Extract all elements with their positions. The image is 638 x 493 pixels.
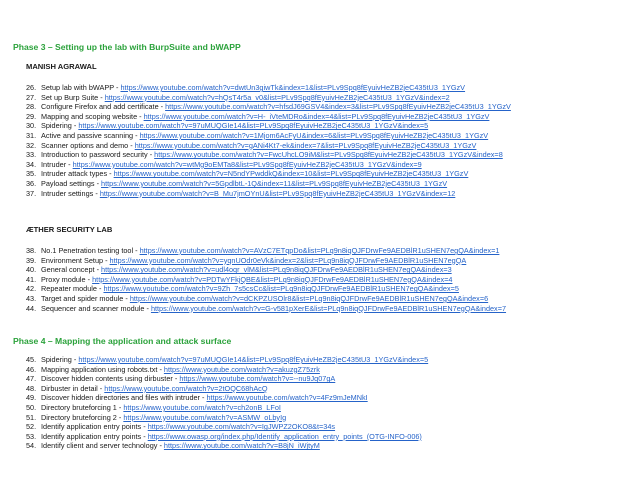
- item-number: 53.: [26, 431, 37, 441]
- item-title: Active and passive scanning -: [41, 130, 140, 140]
- item-title: Introduction to password security -: [41, 150, 155, 160]
- list-item: [26, 374, 626, 384]
- item-title: Proxy module -: [41, 274, 93, 284]
- list-item: [26, 131, 626, 141]
- item-link[interactable]: https://www.youtube.com/watch?v=gANi4Kt7-ek&index=7&list=PLv9Spq8fEyuivHeZB2jeC435tU3_1YGzV: [134, 140, 477, 150]
- item-title: Set up Burp Suite -: [41, 92, 105, 102]
- item-title: Identify application entry points -: [41, 422, 148, 432]
- author-aether-security-lab: ÆTHER SECURITY LAB: [26, 225, 113, 234]
- list-item: [26, 413, 626, 423]
- item-number: 50.: [26, 402, 37, 412]
- item-link[interactable]: https://www.youtube.com/watch?v=ASMW_oLbyIg: [123, 412, 287, 422]
- item-number: 49.: [26, 393, 37, 403]
- item-number: 35.: [26, 169, 37, 179]
- list-item: [26, 355, 626, 365]
- item-link[interactable]: https://www.youtube.com/watch?v=2tOQC68hAcQ: [104, 383, 268, 393]
- item-title: Mapping application using robots.txt -: [41, 364, 164, 374]
- list-item: [26, 256, 626, 266]
- item-title: No.1 Penetration testing tool -: [41, 246, 140, 255]
- item-title: Intruder -: [41, 159, 73, 169]
- list-item: [26, 112, 626, 122]
- item-title: Discover hidden contents using dirbuster -: [41, 374, 180, 384]
- list-item: [26, 246, 626, 256]
- item-title: Sequencer and scanner module -: [41, 303, 151, 313]
- item-number: 32.: [26, 140, 37, 150]
- item-link[interactable]: https://www.youtube.com/watch?v=AVzC7ETqpDo&list=PLq9n8iqQJFDrwFe9AEDBlR1uSHEN7egQA&index=1: [139, 246, 500, 255]
- phase-4-list: [26, 355, 626, 451]
- item-number: 43.: [26, 293, 37, 303]
- list-item: [26, 150, 626, 160]
- item-number: 45.: [26, 355, 37, 364]
- item-title: Configure Firefox and add certificate -: [41, 102, 166, 112]
- item-number: 44.: [26, 303, 37, 313]
- aether-list: [26, 246, 626, 313]
- item-number: 30.: [26, 121, 37, 131]
- item-number: 27.: [26, 92, 37, 102]
- list-item: [26, 403, 626, 413]
- item-number: 38.: [26, 246, 37, 255]
- item-number: 34.: [26, 159, 37, 169]
- list-item: [26, 93, 626, 103]
- item-title: Environment Setup -: [41, 255, 110, 265]
- item-number: 31.: [26, 130, 37, 140]
- item-title: Identify application entry points -: [41, 431, 148, 441]
- list-item: [26, 441, 626, 451]
- item-number: 52.: [26, 422, 37, 432]
- item-number: 37.: [26, 188, 37, 198]
- item-number: 36.: [26, 178, 37, 188]
- item-link[interactable]: https://www.youtube.com/watch?v=udl4oqr_vlM&list=PLq9n8iqQJFDrwFe9AEDBlR1uSHEN7egQA&index=3: [101, 265, 452, 275]
- item-title: Spidering -: [41, 355, 79, 364]
- list-item: [26, 432, 626, 442]
- item-link[interactable]: https://www.youtube.com/watch?v=hfsdJ69GSV4&index=3&list=PLv9Spq8fEyuivHeZB2jeC435tU3_1YGzV: [165, 102, 511, 112]
- list-item: [26, 265, 626, 275]
- item-link[interactable]: https://www.youtube.com/watch?v=hQsT4r5a_v0&list=PLv9Spq8fEyuivHeZB2jeC435tU3_1YGzV&index=2: [104, 92, 450, 102]
- list-item: [26, 102, 626, 112]
- item-title: Directory bruteforcing 2 -: [41, 412, 124, 422]
- list-item: [26, 284, 626, 294]
- item-link[interactable]: https://www.youtube.com/watch?v=yqnUOdr0eVk&index=2&list=PLq9n8iqQJFDrwFe9AEDBlR1uSHEN7egQA: [109, 255, 467, 265]
- item-link[interactable]: https://www.youtube.com/watch?v=FwcUhcLO9iM&list=PLv9Spq8fEyuivHeZB2jeC435tU3_1YGzV&index=8: [154, 150, 503, 160]
- list-item: [26, 179, 626, 189]
- list-item: [26, 189, 626, 199]
- item-link[interactable]: https://www.youtube.com/watch?v=--nu9Jq07gA: [179, 374, 336, 384]
- author-manish-agrawal: MANISH AGRAWAL: [26, 62, 97, 71]
- item-link[interactable]: https://www.youtube.com/watch?v=B8jN_iWjtyM: [163, 441, 320, 451]
- item-number: 48.: [26, 383, 37, 393]
- item-number: 47.: [26, 374, 37, 384]
- phase-3-list: [26, 83, 626, 198]
- item-title: Repeater module -: [41, 284, 104, 294]
- list-item: [26, 83, 626, 93]
- item-title: Intruder attack types -: [41, 169, 114, 179]
- item-link[interactable]: https://www.youtube.com/watch?v=ch2onB_LFoI: [123, 402, 281, 412]
- item-link[interactable]: https://www.youtube.com/watch?v=N5ndYPwddkQ&index=10&list=PLv9Spq8fEyuivHeZB2jeC435tU3_1YGzV: [113, 169, 469, 179]
- item-title: Identify client and server technology -: [41, 441, 164, 451]
- list-item: [26, 141, 626, 151]
- item-link[interactable]: https://www.youtube.com/watch?v=G-v581pXerE&list=PLq9n8iqQJFDrwFe9AEDBlR1uSHEN7egQA&index=7: [150, 303, 507, 313]
- item-title: Payload settings -: [41, 178, 102, 188]
- phase-3-heading: Phase 3 – Setting up the lab with BurpSuite and bWAPP: [13, 42, 241, 52]
- list-item: [26, 160, 626, 170]
- list-item: [26, 384, 626, 394]
- list-item: [26, 365, 626, 375]
- item-title: Target and spider module -: [41, 293, 130, 303]
- item-link[interactable]: https://www.youtube.com/watch?v=4Fz9mJeMNkI: [206, 393, 368, 403]
- item-link[interactable]: https://www.youtube.com/watch?v=97uMUQGIe14&list=PLv9Spq8fEyuivHeZB2jeC435tU3_1YGzV&index=5: [78, 355, 429, 364]
- item-title: Dirbuster in detail -: [41, 383, 105, 393]
- item-link[interactable]: https://www.youtube.com/watch?v=B_Mu7jmOYnU&list=PLv9Spq8fEyuivHeZB2jeC435tU3_1YGzV&index=12: [99, 188, 456, 198]
- item-number: 51.: [26, 412, 37, 422]
- item-title: Directory bruteforcing 1 -: [41, 402, 124, 412]
- item-link[interactable]: https://www.youtube.com/watch?v=IgJWPZ2OKO8&t=34s: [147, 422, 336, 432]
- item-number: 26.: [26, 83, 37, 92]
- item-number: 41.: [26, 274, 37, 284]
- item-link[interactable]: https://www.youtube.com/watch?v=1Mjom6AcFyU&index=6&list=PLv9Spq8fEyuivHeZB2jeC435tU3_1YGzV: [139, 130, 489, 140]
- item-number: 33.: [26, 150, 37, 160]
- list-item: [26, 393, 626, 403]
- item-link[interactable]: https://www.youtube.com/watch?v=H-_iVteMDRo&index=4&list=PLv9Spq8fEyuivHeZB2jeC435tU3_1YGzV: [143, 111, 490, 121]
- item-number: 54.: [26, 441, 37, 451]
- item-title: Setup lab with bWAPP -: [41, 83, 121, 92]
- item-link[interactable]: https://www.youtube.com/watch?v=wtMg9oEMTa8&list=PLv9Spq8fEyuivHeZB2jeC435tU3_1YGzV&index=9: [72, 159, 422, 169]
- item-number: 42.: [26, 284, 37, 294]
- item-title: Intruder settings -: [41, 188, 100, 198]
- list-item: [26, 422, 626, 432]
- item-number: 40.: [26, 265, 37, 275]
- list-item: [26, 121, 626, 131]
- list-item: [26, 169, 626, 179]
- item-link[interactable]: https://www.youtube.com/watch?v=akuzgZ75zrk: [163, 364, 320, 374]
- list-item: [26, 294, 626, 304]
- list-item: [26, 304, 626, 314]
- list-item: [26, 275, 626, 285]
- item-number: 39.: [26, 255, 37, 265]
- item-link[interactable]: https://www.youtube.com/watch?v=97uMUQGIe14&list=PLv9Spq8fEyuivHeZB2jeC435tU3_1YGzV&index=5: [78, 121, 429, 131]
- item-link[interactable]: https://www.youtube.com/watch?v=PDTwYFkjQBE&list=PLq9n8iqQJFDrwFe9AEDBlR1uSHEN7egQA&index=4: [92, 274, 453, 284]
- item-title: Mapping and scoping website -: [41, 111, 144, 121]
- phase-4-heading: Phase 4 – Mapping the application and attack surface: [13, 336, 232, 346]
- item-number: 28.: [26, 102, 37, 112]
- item-title: Discover hidden directories and files with intruder -: [41, 393, 207, 403]
- item-link[interactable]: https://www.youtube.com/watch?v=5GpdlbtL-1Q&index=11&list=PLv9Spq8fEyuivHeZB2jeC435tU3_1YGzV: [101, 178, 448, 188]
- item-title: Scanner options and demo -: [41, 140, 135, 150]
- item-link[interactable]: https://www.owasp.org/index.php/Identify_application_entry_points_(OTG-INFO-006): [147, 431, 422, 441]
- item-title: Spidering -: [41, 121, 79, 131]
- item-number: 46.: [26, 364, 37, 374]
- item-link[interactable]: https://www.youtube.com/watch?v=dCKPZUSOlr8&list=PLq9n8iqQJFDrwFe9AEDBlR1uSHEN7egQA&index=6: [129, 293, 489, 303]
- item-link[interactable]: https://www.youtube.com/watch?v=9Zh_7s5csCc&list=PLq9n8iqQJFDrwFe9AEDBlR1uSHEN7egQA&index=5: [103, 284, 459, 294]
- item-number: 29.: [26, 111, 37, 121]
- item-link[interactable]: https://www.youtube.com/watch?v=dwtUn3giwTk&index=1&list=PLv9Spq8fEyuivHeZB2jeC435tU3_1YGzV: [120, 83, 466, 92]
- item-title: General concept -: [41, 265, 102, 275]
